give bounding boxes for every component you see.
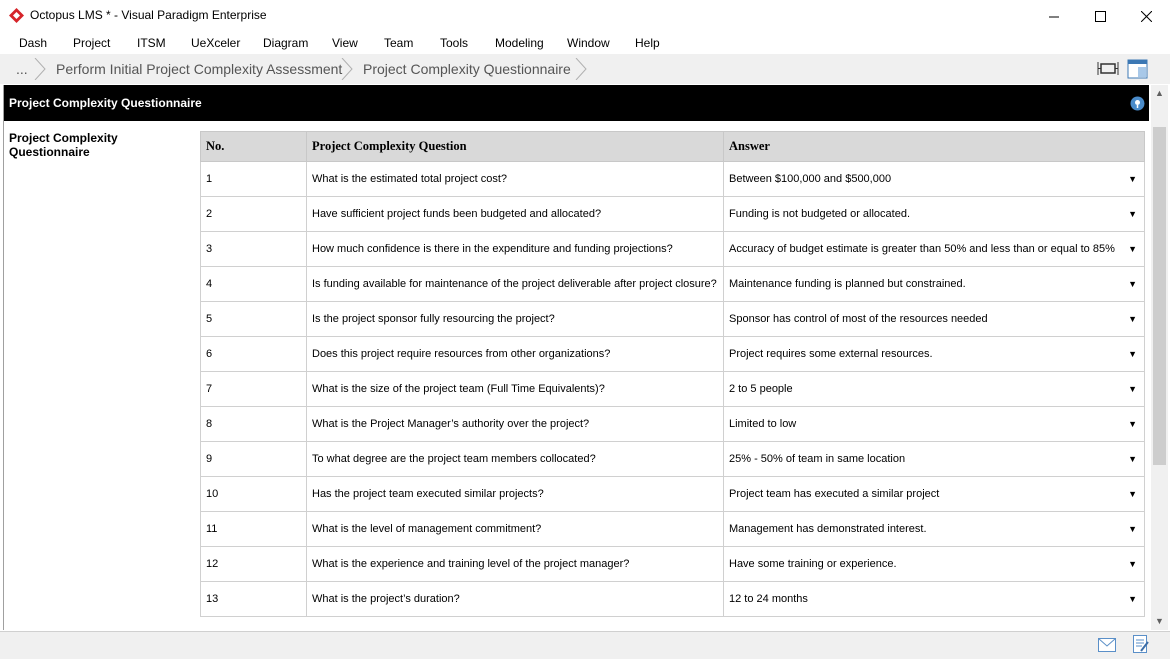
breadcrumb-ellipsis[interactable]: ... bbox=[16, 61, 28, 77]
answer-value: Funding is not budgeted or allocated. bbox=[729, 208, 911, 220]
table-row bbox=[201, 512, 1145, 547]
table-row bbox=[201, 547, 1145, 582]
scroll-up-arrow-icon[interactable]: ▲ bbox=[1155, 88, 1164, 98]
row-number: 5 bbox=[201, 302, 307, 337]
pin-icon[interactable] bbox=[1130, 96, 1145, 111]
row-number: 11 bbox=[201, 512, 307, 547]
menu-uexceler[interactable]: UeXceler bbox=[191, 36, 241, 50]
questionnaire-panel bbox=[3, 85, 1149, 630]
menu-view[interactable]: View bbox=[332, 36, 358, 50]
table-row bbox=[201, 372, 1145, 407]
chevron-down-icon[interactable]: ▼ bbox=[1128, 174, 1137, 184]
table-row bbox=[201, 337, 1145, 372]
answer-dropdown[interactable] bbox=[724, 442, 1145, 477]
row-question: What is the size of the project team (Full Time Equivalents)? bbox=[307, 372, 724, 407]
row-number: 6 bbox=[201, 337, 307, 372]
panel-toggle-icon[interactable] bbox=[1127, 59, 1149, 79]
breadcrumb bbox=[0, 54, 1170, 84]
chevron-down-icon[interactable]: ▼ bbox=[1128, 524, 1137, 534]
maximize-icon bbox=[1095, 11, 1106, 22]
answer-value: 12 to 24 months bbox=[729, 593, 808, 605]
chevron-down-icon[interactable]: ▼ bbox=[1128, 489, 1137, 499]
fit-diagram-icon[interactable] bbox=[1097, 59, 1119, 79]
row-number: 7 bbox=[201, 372, 307, 407]
chevron-down-icon[interactable]: ▼ bbox=[1128, 559, 1137, 569]
row-question: To what degree are the project team members collocated? bbox=[307, 442, 724, 477]
menu-bar bbox=[0, 32, 1170, 54]
app-logo-icon bbox=[9, 8, 24, 23]
answer-value: Accuracy of budget estimate is greater than 50% and less than or equal to 85% bbox=[729, 243, 1115, 255]
minimize-button[interactable] bbox=[1031, 0, 1077, 32]
chevron-down-icon[interactable]: ▼ bbox=[1128, 419, 1137, 429]
answer-dropdown[interactable] bbox=[724, 197, 1145, 232]
menu-diagram[interactable]: Diagram bbox=[263, 36, 309, 50]
chevron-right-icon bbox=[341, 58, 353, 80]
menu-help[interactable]: Help bbox=[635, 36, 660, 50]
answer-dropdown[interactable] bbox=[724, 407, 1145, 442]
table-row bbox=[201, 442, 1145, 477]
row-question: What is the estimated total project cost? bbox=[307, 162, 724, 197]
answer-dropdown[interactable] bbox=[724, 512, 1145, 547]
close-button[interactable] bbox=[1123, 0, 1169, 32]
table-row bbox=[201, 197, 1145, 232]
row-question: What is the experience and training level of the project manager? bbox=[307, 547, 724, 582]
status-bar bbox=[0, 631, 1170, 659]
note-icon[interactable] bbox=[1133, 635, 1149, 654]
answer-dropdown[interactable] bbox=[724, 232, 1145, 267]
answer-value: Maintenance funding is planned but constrained. bbox=[729, 278, 966, 290]
table-row bbox=[201, 407, 1145, 442]
chevron-down-icon[interactable]: ▼ bbox=[1128, 384, 1137, 394]
row-number: 4 bbox=[201, 267, 307, 302]
menu-project[interactable]: Project bbox=[73, 36, 111, 50]
chevron-right-icon bbox=[34, 58, 46, 80]
row-number: 1 bbox=[201, 162, 307, 197]
answer-value: Between $100,000 and $500,000 bbox=[729, 173, 892, 185]
table-header-row bbox=[201, 132, 1145, 162]
row-question: What is the project’s duration? bbox=[307, 582, 724, 617]
answer-value: Project team has executed a similar project bbox=[729, 488, 940, 500]
row-question: Have sufficient project funds been budgeted and allocated? bbox=[307, 197, 724, 232]
row-number: 12 bbox=[201, 547, 307, 582]
answer-dropdown[interactable] bbox=[724, 477, 1145, 512]
scrollbar-thumb[interactable] bbox=[1153, 127, 1166, 465]
row-number: 10 bbox=[201, 477, 307, 512]
vertical-scrollbar[interactable] bbox=[1151, 85, 1168, 630]
answer-dropdown[interactable] bbox=[724, 162, 1145, 197]
menu-modeling[interactable]: Modeling bbox=[495, 36, 544, 50]
answer-value: Have some training or experience. bbox=[729, 558, 897, 570]
row-question: How much confidence is there in the expenditure and funding projections? bbox=[307, 232, 724, 267]
row-question: Has the project team executed similar projects? bbox=[307, 477, 724, 512]
answer-dropdown[interactable] bbox=[724, 267, 1145, 302]
breadcrumb-item-questionnaire[interactable]: Project Complexity Questionnaire bbox=[363, 61, 571, 77]
row-question: Does this project require resources from other organizations? bbox=[307, 337, 724, 372]
chevron-right-icon bbox=[575, 58, 587, 80]
answer-value: Project requires some external resources. bbox=[729, 348, 933, 360]
minimize-icon bbox=[1049, 11, 1060, 22]
answer-value: Sponsor has control of most of the resources needed bbox=[729, 313, 988, 325]
table-row bbox=[201, 267, 1145, 302]
window-title: Octopus LMS * - Visual Paradigm Enterprise bbox=[30, 8, 267, 22]
table-row bbox=[201, 302, 1145, 337]
answer-value: 25% - 50% of team in same location bbox=[729, 453, 906, 465]
chevron-down-icon[interactable]: ▼ bbox=[1128, 209, 1137, 219]
answer-dropdown[interactable] bbox=[724, 547, 1145, 582]
chevron-down-icon[interactable]: ▼ bbox=[1128, 244, 1137, 254]
title-bar bbox=[0, 0, 1170, 32]
answer-value: Management has demonstrated interest. bbox=[729, 523, 927, 535]
column-header-answer: Answer bbox=[724, 132, 1145, 162]
menu-dash[interactable]: Dash bbox=[19, 36, 48, 50]
row-number: 2 bbox=[201, 197, 307, 232]
table-row bbox=[201, 477, 1145, 512]
row-number: 9 bbox=[201, 442, 307, 477]
answer-dropdown[interactable] bbox=[724, 337, 1145, 372]
row-number: 3 bbox=[201, 232, 307, 267]
row-question: What is the Project Manager’s authority over the project? bbox=[307, 407, 724, 442]
row-number: 13 bbox=[201, 582, 307, 617]
answer-dropdown[interactable] bbox=[724, 302, 1145, 337]
breadcrumb-item-assessment[interactable]: Perform Initial Project Complexity Assessment bbox=[56, 61, 343, 77]
panel-header-title: Project Complexity Questionnaire bbox=[9, 96, 202, 110]
panel-header bbox=[4, 85, 1149, 121]
answer-value: Limited to low bbox=[729, 418, 797, 430]
maximize-button[interactable] bbox=[1077, 0, 1123, 32]
row-question: Is funding available for maintenance of the project deliverable after project closure? bbox=[307, 267, 724, 302]
menu-team[interactable]: Team bbox=[384, 36, 414, 50]
column-header-question: Project Complexity Question bbox=[307, 132, 724, 162]
chevron-down-icon[interactable]: ▼ bbox=[1128, 594, 1137, 604]
mail-icon[interactable] bbox=[1098, 638, 1116, 652]
column-header-no: No. bbox=[201, 132, 307, 162]
menu-itsm[interactable]: ITSM bbox=[137, 36, 166, 50]
questionnaire-table bbox=[200, 131, 1145, 617]
side-label: Project Complexity Questionnaire bbox=[9, 131, 118, 159]
table-row bbox=[201, 582, 1145, 617]
chevron-down-icon[interactable]: ▼ bbox=[1128, 314, 1137, 324]
menu-tools[interactable]: Tools bbox=[440, 36, 469, 50]
scroll-down-arrow-icon[interactable]: ▼ bbox=[1155, 616, 1164, 626]
close-icon bbox=[1141, 11, 1152, 22]
menu-window[interactable]: Window bbox=[567, 36, 610, 50]
answer-value: 2 to 5 people bbox=[729, 383, 793, 395]
table-body bbox=[201, 162, 1145, 617]
chevron-down-icon[interactable]: ▼ bbox=[1128, 279, 1137, 289]
chevron-down-icon[interactable]: ▼ bbox=[1128, 349, 1137, 359]
chevron-down-icon[interactable]: ▼ bbox=[1128, 454, 1137, 464]
answer-dropdown[interactable] bbox=[724, 582, 1145, 617]
row-number: 8 bbox=[201, 407, 307, 442]
row-question: Is the project sponsor fully resourcing the project? bbox=[307, 302, 724, 337]
table-row bbox=[201, 162, 1145, 197]
answer-dropdown[interactable] bbox=[724, 372, 1145, 407]
row-question: What is the level of management commitment? bbox=[307, 512, 724, 547]
table-row bbox=[201, 232, 1145, 267]
